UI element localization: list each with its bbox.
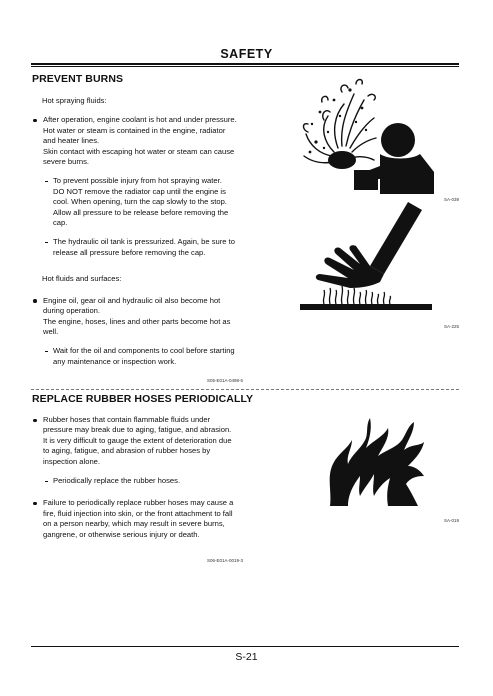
section-title-prevent-burns: PREVENT BURNS: [32, 73, 124, 85]
steam-spray-figure: [294, 72, 434, 194]
surface-intro: Hot fluids and surfaces:: [42, 274, 122, 284]
burns-sub-wait-cool: Wait for the oil and components to cool before starting any maintenance or inspection work.: [32, 346, 272, 367]
hoses-sub-replace: Periodically replace the rubber hoses.: [32, 476, 272, 486]
burns-ref-code: S05-E01A-0498-5: [207, 378, 244, 383]
hoses-ref-code: S06-E01A-0019-3: [207, 558, 244, 563]
section-title-replace-hoses: REPLACE RUBBER HOSES PERIODICALLY: [32, 393, 254, 405]
burns-sub-hydraulic-tank: The hydraulic oil tank is pressurized. Again, be sure to release all pressure before removing the cap.: [32, 237, 272, 258]
burns-bullet-coolant: After operation, engine coolant is hot and under pressure. Hot water or steam is contained in the engine, radiator and heater lines. Skin contact with escaping hot water or steam can cause severe burns.: [32, 115, 272, 167]
page-header-title: SAFETY: [220, 47, 273, 61]
spray-intro: Hot spraying fluids:: [42, 96, 107, 105]
hot-surface-hand-figure: [296, 202, 436, 312]
flame-figure: [326, 410, 426, 510]
section-divider: [31, 389, 459, 390]
hoses-bullet-aging: Rubber hoses that contain flammable fluids under pressure may break due to aging, fatigue, and abrasion. It is very difficult to gauge the extent of deterioration due to aging, fatigue, and abrasion of rubber hoses by inspection alone.: [32, 415, 272, 467]
hoses-text: [32, 415, 272, 549]
figure-code-flame: SA-019: [444, 518, 460, 523]
header-rule-thin: [31, 66, 459, 67]
burns-bullet-oil: Engine oil, gear oil and hydraulic oil also become hot during operation. The engine, hoses, lines and other parts become hot as well.: [32, 296, 272, 338]
burns-text: [32, 96, 272, 376]
burns-sub-radiator-cap: To prevent possible injury from hot spraying water. DO NOT remove the radiator cap until the engine is cool. When opening, turn the cap slowly to the stop. Allow all pressure to be release before removing the cap.: [32, 176, 272, 228]
figure-code-steam: SA-039: [444, 197, 460, 202]
header-rule: [31, 63, 459, 65]
footer-rule: [31, 646, 459, 647]
figure-code-hot-surface: SA-225: [444, 324, 460, 329]
hoses-bullet-failure: Failure to periodically replace rubber hoses may cause a fire, fluid injection into skin, or the front attachment to fall on a person nearby, which may result in severe burns, gangrene, or otherwise serious injury or death.: [32, 498, 272, 540]
page-number: S-21: [235, 651, 258, 663]
